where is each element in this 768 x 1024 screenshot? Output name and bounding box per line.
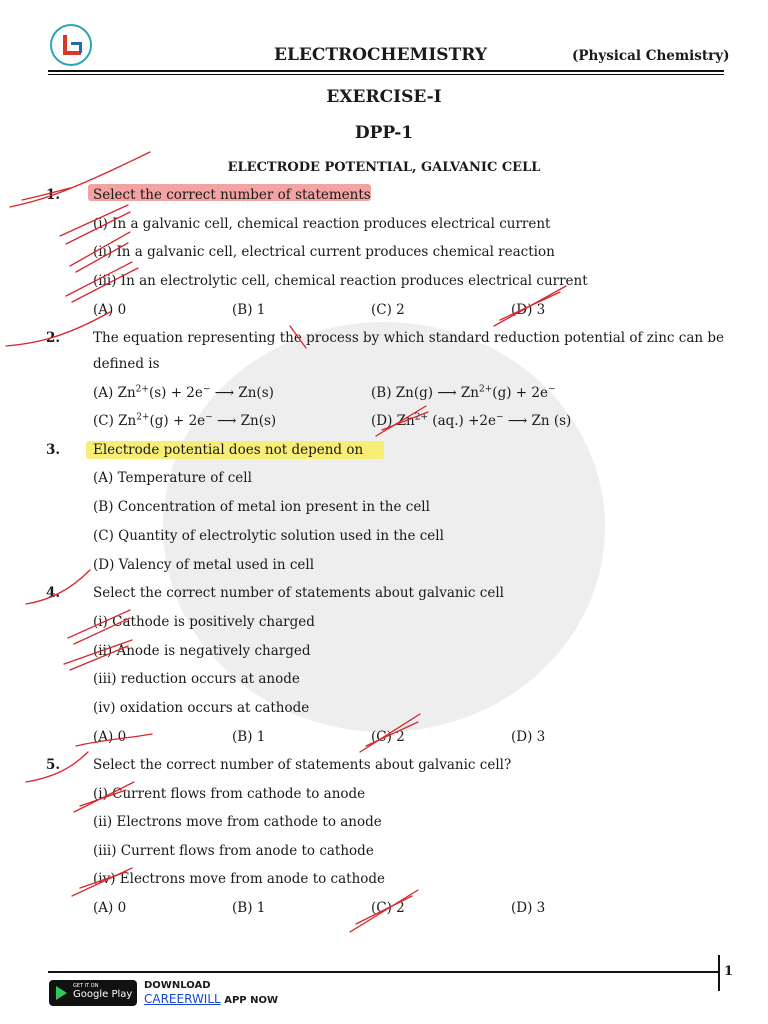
option-c-part: ⟶ Zn(s) [212,413,277,429]
download-label: DOWNLOAD [144,980,211,991]
badge-store-name: Google Play [73,989,133,1000]
statement: (i) In a galvanic cell, chemical reaction produces electrical current [93,216,551,232]
pen-stroke [80,790,126,806]
pen-stroke [22,188,70,200]
pen-stroke [500,292,560,320]
option-a: (A) 0 [93,729,127,745]
statement: (ii) Electrons move from cathode to anode [93,814,382,830]
option-c-part: (g) + 2e [149,413,206,429]
pen-stroke [382,412,428,430]
question-stem-cont: defined is [93,356,160,372]
option-c-part: (C) Zn [93,413,137,429]
pen-stroke [366,722,418,746]
statement: (iii) In an electrolytic cell, chemical reaction produces electrical current [93,273,588,289]
option-a: (A) 0 [93,302,127,318]
question-number: 1. [46,187,61,203]
pen-stroke [350,890,418,932]
pen-stroke [66,212,130,244]
statement: (i) Cathode is positively charged [93,614,315,630]
pen-stroke [6,312,110,346]
pen-stroke [376,406,429,436]
subject-label: (Physical Chemistry) [572,48,730,64]
statement: (iii) reduction occurs at anode [93,671,300,687]
option-c: (C) 2 [371,302,405,318]
option-d: (D) Valency of metal used in cell [93,557,315,573]
option-a-part: (A) Zn [93,385,136,401]
play-store-icon [56,986,67,1000]
option-b: (B) Concentration of metal ion present in the cell [93,499,430,515]
statement: (iii) Current flows from anode to cathode [93,843,374,859]
pen-stroke [68,610,130,638]
statement: (ii) In a galvanic cell, electrical current produces chemical reaction [93,244,555,260]
option-c: (C) 2 [371,900,405,916]
option-d-part: (D) Zn [371,413,415,429]
option-d: (D) 3 [511,302,546,318]
exercise-title: EXERCISE-I [326,87,442,107]
pen-stroke [80,872,126,888]
option-d: (D) 3 [511,900,546,916]
statement: (iv) oxidation occurs at cathode [93,700,310,716]
pen-stroke [10,152,150,207]
chapter-title: ELECTROCHEMISTRY [274,45,487,65]
option-b-part: (g) + 2e [492,385,548,401]
option-b-part: (B) Zn(g) ⟶ Zn [371,385,480,401]
question-number: 5. [46,757,61,773]
footer-bar [718,955,720,991]
app-now-label: APP NOW [220,995,278,1006]
charge: − [547,384,556,395]
statement: (iv) Electrons move from anode to cathode [93,871,386,887]
option-a: (A) Temperature of cell [93,470,252,486]
option-d-part: (aq.) +2e [428,413,497,429]
pen-stroke [76,734,152,746]
statement: (i) Current flows from cathode to anode [93,786,366,802]
option-d-part: ⟶ Zn (s) [503,413,572,429]
page-number: 1 [724,964,734,979]
charge: − [202,384,211,395]
option-b: (B) 1 [232,729,266,745]
pen-stroke [360,714,420,752]
google-play-badge[interactable] [49,980,137,1006]
charge: 2+ [414,412,429,423]
dpp-title: DPP-1 [354,123,414,143]
option-b: (B) 1 [232,900,266,916]
charge: 2+ [135,384,149,395]
question-stem: Select the correct number of statements [93,187,371,203]
question-stem: The equation representing the process by which standard reduction potential of zinc can be [93,330,724,346]
option-d: (D) 3 [511,729,546,745]
pen-stroke [356,896,412,924]
question-stem: Electrode potential does not depend on [93,442,364,458]
pen-stroke [72,868,132,896]
app-promo [144,992,278,1006]
option-c: (C) 2 [371,729,405,745]
charge: 2+ [136,412,150,423]
charge: − [205,412,213,423]
option-a-part: ⟶ Zn(s) [210,385,274,401]
option-c: (C) Quantity of electrolytic solution used in the cell [93,528,444,544]
charge: − [496,412,504,423]
question-number: 3. [46,442,61,458]
question-number: 4. [46,585,61,601]
pen-stroke [72,268,138,302]
badge-small-text: GET IT ON [73,983,99,989]
pen-stroke [26,752,88,782]
question-number: 2. [46,330,61,346]
option-a-part: (s) + 2e [148,385,203,401]
option-a: (A) 0 [93,900,127,916]
pen-stroke [290,326,306,348]
statement: (ii) Anode is negatively charged [93,643,311,659]
question-stem: Select the correct number of statements about galvanic cell [93,585,504,601]
footer-rule [48,971,720,973]
question-stem: Select the correct number of statements about galvanic cell? [93,757,512,773]
pen-stroke [70,646,128,670]
section-title: ELECTRODE POTENTIAL, GALVANIC CELL [227,160,541,175]
pen-stroke [26,570,90,604]
charge: 2+ [479,384,493,395]
option-b: (B) 1 [232,302,266,318]
pen-stroke [60,205,128,236]
pen-stroke [66,262,132,296]
careerwill-link[interactable]: CAREERWILL [144,992,221,1006]
